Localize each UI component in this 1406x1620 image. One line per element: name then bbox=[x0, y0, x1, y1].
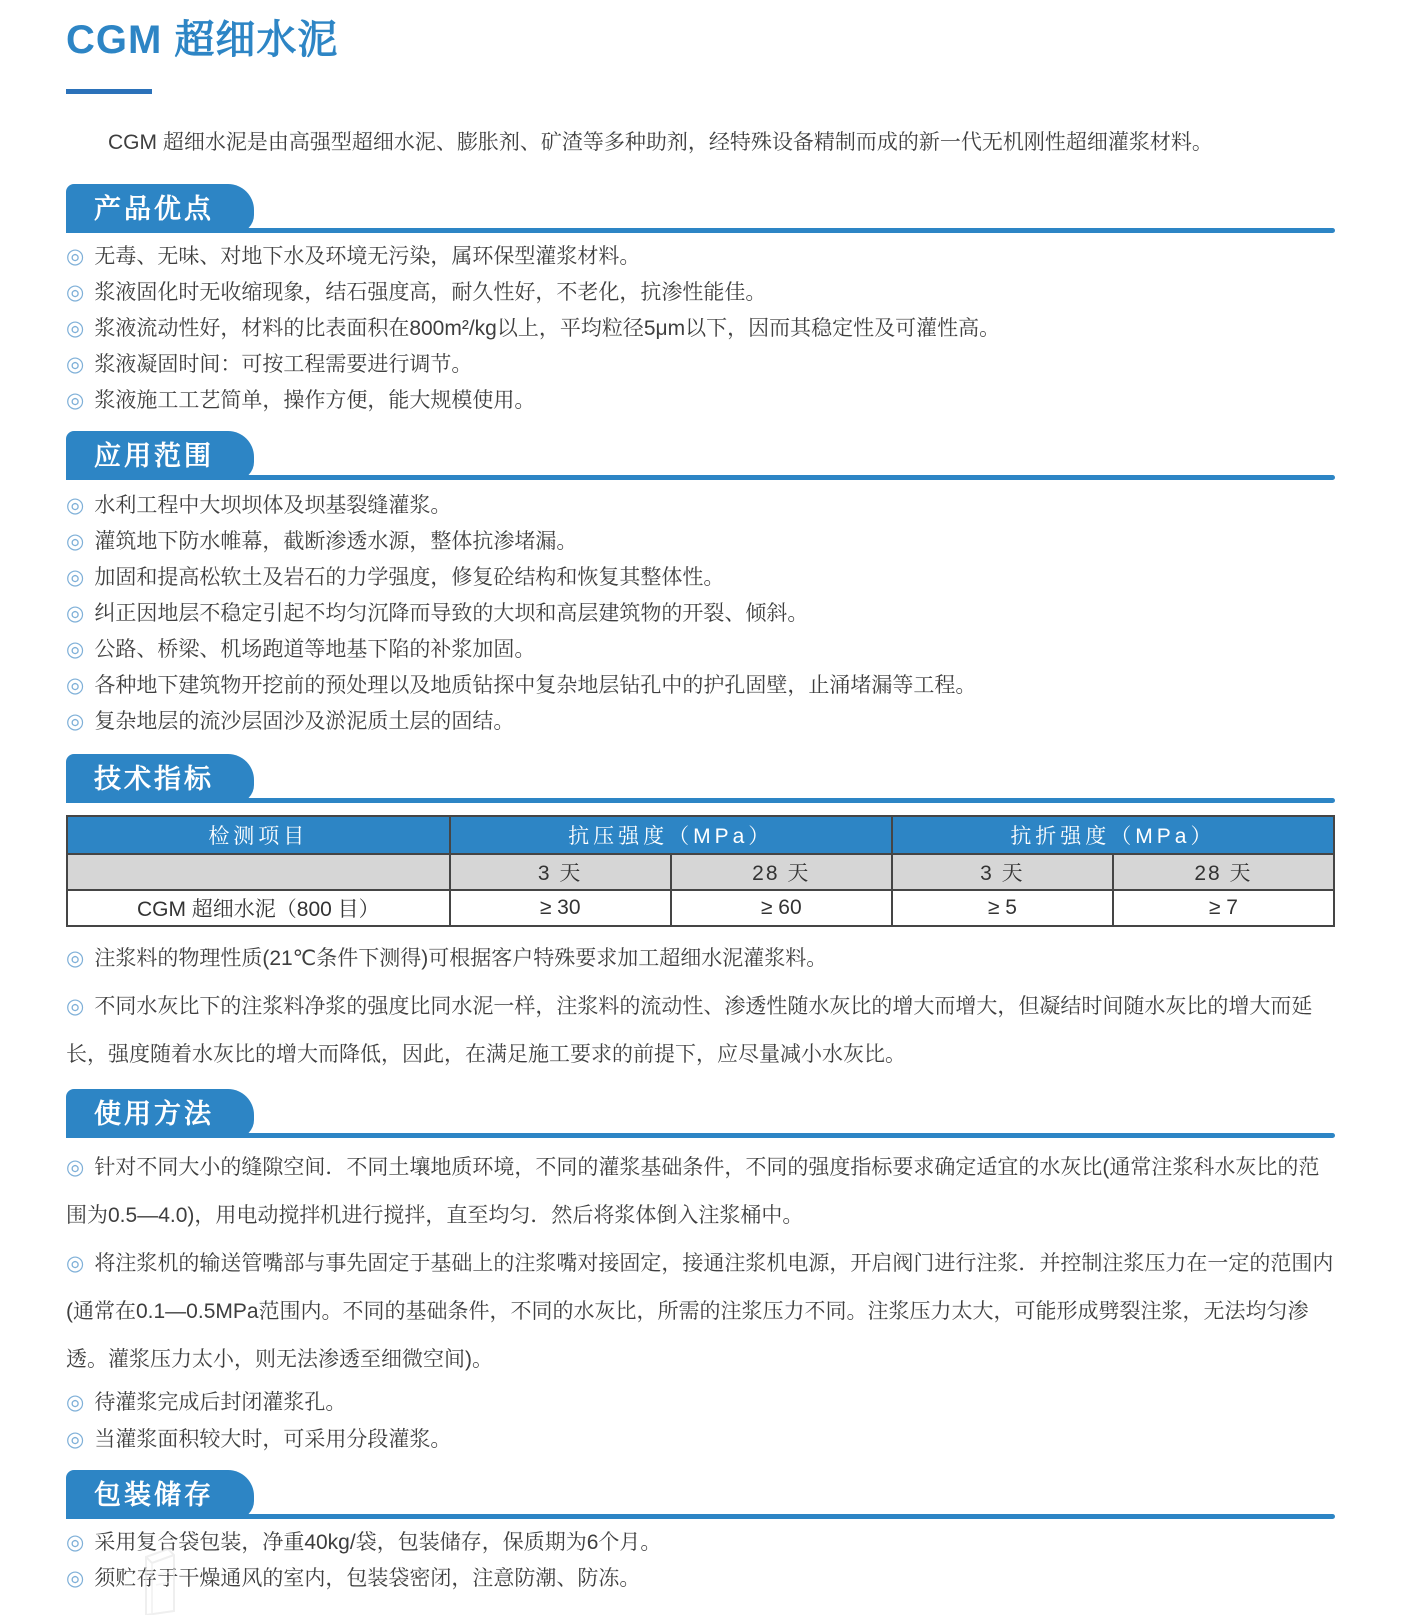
page-title: CGM 超细水泥 bbox=[66, 18, 339, 62]
section-tab-advantages: 产品优点 bbox=[66, 184, 254, 233]
bullseye-bullet-icon: ◎ bbox=[66, 389, 85, 412]
list-item: ◎ 采用复合袋包装，净重40kg/袋，包装储存，保质期为6个月。 bbox=[66, 1531, 662, 1554]
table-cell-value: ≥ 60 bbox=[671, 890, 892, 926]
bullseye-bullet-icon: ◎ bbox=[66, 1391, 85, 1414]
specs-notes-list bbox=[66, 935, 1335, 1079]
bullseye-bullet-icon: ◎ bbox=[66, 530, 85, 553]
section-header-advantages bbox=[66, 184, 1335, 233]
usage-list bbox=[66, 1144, 1335, 1458]
list-item: ◎ 浆液流动性好，材料的比表面积在800m²/kg以上，平均粒径5μm以下，因而其稳定性及可灌性高。 bbox=[66, 317, 1001, 340]
spec-table bbox=[66, 815, 1335, 927]
list-item: ◎ 待灌浆完成后封闭灌浆孔。 bbox=[66, 1391, 347, 1414]
list-item: ◎ 无毒、无味、对地下水及环境无污染，属环保型灌浆材料。 bbox=[66, 245, 641, 268]
bullseye-bullet-icon: ◎ bbox=[66, 674, 85, 697]
section-tab-specs: 技术指标 bbox=[66, 754, 254, 803]
table-header-row bbox=[67, 816, 1334, 854]
table-subheader-empty bbox=[67, 854, 450, 890]
table-cell-value: ≥ 30 bbox=[450, 890, 671, 926]
section-header-storage bbox=[66, 1470, 1335, 1519]
bullseye-bullet-icon: ◎ bbox=[66, 1156, 85, 1179]
bullseye-bullet-icon: ◎ bbox=[66, 566, 85, 589]
bullseye-bullet-icon: ◎ bbox=[66, 638, 85, 661]
title-underline bbox=[66, 89, 152, 94]
bullseye-bullet-icon: ◎ bbox=[66, 710, 85, 733]
list-item: ◎ 灌筑地下防水帷幕，截断渗透水源，整体抗渗堵漏。 bbox=[66, 530, 578, 553]
list-item: ◎ 不同水灰比下的注浆料净浆的强度比同水泥一样，注浆料的流动性、渗透性随水灰比的增大而增大，但凝结时间随水灰比的增大而延长，强度随着水灰比的增大而降低，因此，在满足施工要求的前提下，应尽量减小水灰比。 bbox=[66, 995, 1313, 1066]
storage-list bbox=[66, 1525, 1335, 1597]
list-item: ◎ 公路、桥梁、机场跑道等地基下陷的补浆加固。 bbox=[66, 638, 536, 661]
bullseye-bullet-icon: ◎ bbox=[66, 1531, 85, 1554]
section-header-usage bbox=[66, 1089, 1335, 1138]
section-tab-usage: 使用方法 bbox=[66, 1089, 254, 1138]
section-tab-storage: 包装储存 bbox=[66, 1470, 254, 1519]
list-item: ◎ 复杂地层的流沙层固沙及淤泥质土层的固结。 bbox=[66, 710, 515, 733]
section-tab-applications: 应用范围 bbox=[66, 431, 254, 480]
bullseye-bullet-icon: ◎ bbox=[66, 602, 85, 625]
table-cell-value: ≥ 5 bbox=[892, 890, 1113, 926]
bullseye-bullet-icon: ◎ bbox=[66, 353, 85, 376]
intro-paragraph: CGM 超细水泥是由高强型超细水泥、膨胀剂、矿渣等多种助剂，经特殊设备精制而成的新一代无机刚性超细灌浆材料。 bbox=[108, 131, 1213, 154]
list-item: ◎ 加固和提高松软土及岩石的力学强度，修复砼结构和恢复其整体性。 bbox=[66, 566, 725, 589]
table-cell-value: ≥ 7 bbox=[1113, 890, 1334, 926]
list-item: ◎ 浆液施工工艺简单，操作方便，能大规模使用。 bbox=[66, 389, 536, 412]
table-subheader-day: 3 天 bbox=[892, 854, 1113, 890]
list-item: ◎ 浆液凝固时间：可按工程需要进行调节。 bbox=[66, 353, 473, 376]
bullseye-bullet-icon: ◎ bbox=[66, 317, 85, 340]
list-item: ◎ 水利工程中大坝坝体及坝基裂缝灌浆。 bbox=[66, 494, 452, 517]
list-item: ◎ 当灌浆面积较大时，可采用分段灌浆。 bbox=[66, 1428, 452, 1451]
cement-bag-watermark-icon bbox=[128, 1545, 190, 1620]
bullseye-bullet-icon: ◎ bbox=[66, 1567, 85, 1590]
table-subheader-day: 28 天 bbox=[1113, 854, 1334, 890]
bullseye-bullet-icon: ◎ bbox=[66, 494, 85, 517]
table-subheader-row bbox=[67, 854, 1334, 890]
bullseye-bullet-icon: ◎ bbox=[66, 995, 85, 1018]
table-subheader-day: 3 天 bbox=[450, 854, 671, 890]
list-item: ◎ 各种地下建筑物开挖前的预处理以及地质钻探中复杂地层钻孔中的护孔固壁，止涌堵漏等工程。 bbox=[66, 674, 977, 697]
bullseye-bullet-icon: ◎ bbox=[66, 1252, 85, 1275]
bullseye-bullet-icon: ◎ bbox=[66, 1428, 85, 1451]
list-item: ◎ 将注浆机的输送管嘴部与事先固定于基础上的注浆嘴对接固定，接通注浆机电源，开启阀门进行注浆．并控制注浆压力在一定的范围内(通常在0.1—0.5MPa范围内。不同的基础条件，不同的水灰比，所需的注浆压力不同。注浆压力太大，可能形成劈裂注浆，无法均匀渗透。灌浆压力太小，则无法渗透至细微空间)。 bbox=[66, 1252, 1334, 1371]
section-header-applications bbox=[66, 431, 1335, 480]
table-header-item: 检测项目 bbox=[67, 816, 450, 854]
list-item: ◎ 针对不同大小的缝隙空间．不同土壤地质环境，不同的灌浆基础条件，不同的强度指标要求确定适宜的水灰比(通常注浆科水灰比的范围为0.5—4.0)，用电动搅拌机进行搅拌，直至均匀．然后将浆体倒入注浆桶中。 bbox=[66, 1156, 1320, 1227]
table-subheader-day: 28 天 bbox=[671, 854, 892, 890]
applications-list bbox=[66, 488, 1335, 740]
bullseye-bullet-icon: ◎ bbox=[66, 947, 85, 970]
advantages-list bbox=[66, 239, 1335, 419]
list-item: ◎ 注浆料的物理性质(21℃条件下测得)可根据客户特殊要求加工超细水泥灌浆料。 bbox=[66, 947, 828, 970]
table-header-compressive: 抗压强度（MPa） bbox=[450, 816, 892, 854]
list-item: ◎ 浆液固化时无收缩现象，结石强度高，耐久性好，不老化，抗渗性能佳。 bbox=[66, 281, 767, 304]
section-header-specs bbox=[66, 754, 1335, 803]
list-item: ◎ 须贮存于干燥通风的室内，包装袋密闭，注意防潮、防冻。 bbox=[66, 1567, 641, 1590]
bullseye-bullet-icon: ◎ bbox=[66, 281, 85, 304]
table-cell-product: CGM 超细水泥（800 目） bbox=[67, 890, 450, 926]
bullseye-bullet-icon: ◎ bbox=[66, 245, 85, 268]
table-data-row bbox=[67, 890, 1334, 926]
table-header-flexural: 抗折强度（MPa） bbox=[892, 816, 1334, 854]
list-item: ◎ 纠正因地层不稳定引起不均匀沉降而导致的大坝和高层建筑物的开裂、倾斜。 bbox=[66, 602, 809, 625]
